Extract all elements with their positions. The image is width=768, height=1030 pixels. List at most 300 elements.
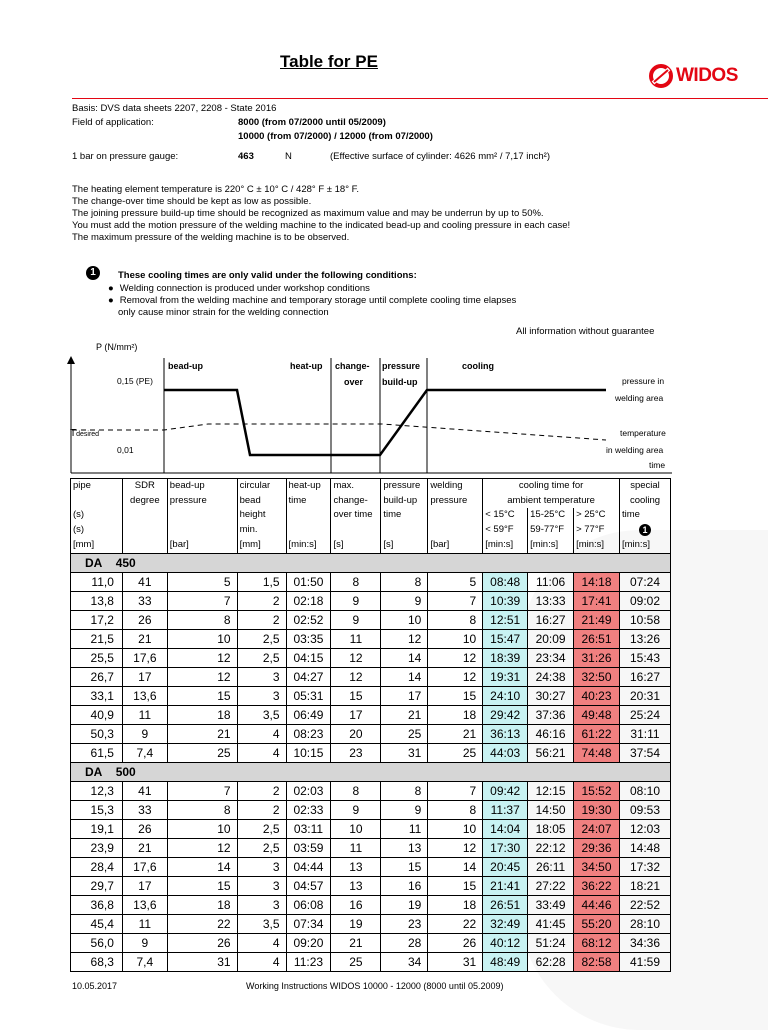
field-value-1: 8000 (from 07/2000 until 05/2009)	[238, 117, 386, 128]
table-cell: 29:42	[483, 705, 528, 724]
table-cell: 18	[167, 895, 237, 914]
table-cell: 11:06	[528, 572, 574, 591]
widos-logo	[648, 62, 738, 90]
table-cell: 27:22	[528, 876, 574, 895]
list-item	[108, 283, 516, 295]
header-cool-3: > 25°C	[574, 508, 620, 523]
table-cell: 26	[122, 819, 167, 838]
disclaimer: All information without guarantee	[516, 326, 655, 337]
table-cell: 3	[237, 876, 286, 895]
table-row	[71, 914, 671, 933]
table-cell: 03:35	[286, 629, 331, 648]
table-cell: 21	[331, 933, 381, 952]
table-cell: 8	[381, 572, 428, 591]
table-cell: 16	[331, 895, 381, 914]
table-cell: 15:43	[619, 648, 670, 667]
table-cell: 18:21	[619, 876, 670, 895]
notes-block	[72, 184, 570, 244]
time-label: time	[649, 460, 666, 470]
table-cell: 09:53	[619, 800, 670, 819]
table-cell: 13:33	[528, 591, 574, 610]
table-cell: 9	[122, 724, 167, 743]
table-cell: 14	[167, 857, 237, 876]
footer-date: 10.05.2017	[72, 981, 118, 991]
field-label: Field of application:	[72, 117, 154, 128]
table-cell: 20:45	[483, 857, 528, 876]
header-pipe: pipe	[71, 479, 123, 494]
table-cell: 13,6	[122, 895, 167, 914]
table-cell: 8	[331, 781, 381, 800]
table-cell: 40:12	[483, 933, 528, 952]
list-item-text: Removal from the welding machine and temporary storage until complete cooling time elapses	[119, 295, 517, 306]
phase-heatup: heat-up	[290, 361, 323, 371]
table-cell: 41:45	[528, 914, 574, 933]
table-cell: 45,4	[71, 914, 123, 933]
pressure-time-diagram	[60, 340, 680, 478]
table-cell: 17:32	[619, 857, 670, 876]
table-cell: 26,7	[71, 667, 123, 686]
table-cell: 07:24	[619, 572, 670, 591]
table-cell: 14:18	[574, 572, 620, 591]
group-row: DA 500	[71, 762, 671, 781]
table-cell: 13:26	[619, 629, 670, 648]
table-cell: 11	[331, 838, 381, 857]
table-row	[71, 895, 671, 914]
table-cell: 20:09	[528, 629, 574, 648]
y-axis-arrow-icon	[67, 356, 75, 364]
table-cell: 10	[331, 819, 381, 838]
table-row	[71, 933, 671, 952]
table-cell: 17	[122, 667, 167, 686]
table-cell: 9	[331, 800, 381, 819]
table-cell: 32:49	[483, 914, 528, 933]
note-line: The heating element temperature is 220° C ± 10° C / 428° F ± 18° F.	[72, 184, 360, 195]
table-cell: 3	[237, 667, 286, 686]
table-cell: 13,8	[71, 591, 123, 610]
table-cell: 14:50	[528, 800, 574, 819]
table-cell: 31:11	[619, 724, 670, 743]
header-special: special	[619, 479, 670, 494]
table-cell: 68:12	[574, 933, 620, 952]
table-cell: 3	[237, 686, 286, 705]
table-cell: 9	[331, 591, 381, 610]
table-cell: 16:27	[528, 610, 574, 629]
min-pressure-label: 0,01	[117, 445, 134, 455]
table-cell: 26:51	[483, 895, 528, 914]
table-cell: 02:03	[286, 781, 331, 800]
table-cell: 28,4	[71, 857, 123, 876]
table-cell: 10	[428, 819, 483, 838]
table-cell: 82:58	[574, 952, 620, 971]
table-cell: 33	[122, 591, 167, 610]
pressure-in-label: pressure in	[622, 376, 665, 386]
table-cell: 15	[428, 686, 483, 705]
table-cell: 2	[237, 781, 286, 800]
table-cell: 31	[381, 743, 428, 762]
table-cell: 11:37	[483, 800, 528, 819]
table-cell: 8	[428, 610, 483, 629]
table-row	[71, 743, 671, 762]
table-cell: 06:08	[286, 895, 331, 914]
table-cell: 12:03	[619, 819, 670, 838]
table-cell: 18	[167, 705, 237, 724]
phase-changeover-2: over	[344, 377, 364, 387]
table-cell: 10:58	[619, 610, 670, 629]
table-cell: 15:52	[574, 781, 620, 800]
table-cell: 2,5	[237, 838, 286, 857]
table-cell: 7	[428, 781, 483, 800]
table-cell: 17	[381, 686, 428, 705]
in-welding-area-label: in welding area	[606, 445, 664, 455]
table-header: pipe SDR bead-up circular heat-up max. pressure welding cooling time for special degree pressure bead time change- build-up pressure ambient temperature cooling (s) height over time time < 15°C 15-25°C > 25°C time (s) min. < 59°F 59-77°F > 77°F 1 [mm] [bar] [mm] [min:s] [s] [s] [bar] [min:s] [min:s] [min:s] [min:s]	[71, 479, 671, 554]
table-cell: 31	[167, 952, 237, 971]
table-row	[71, 629, 671, 648]
table-cell: 37:54	[619, 743, 670, 762]
table-cell: 19,1	[71, 819, 123, 838]
phase-changeover-1: change-	[335, 361, 370, 371]
table-cell: 10	[428, 629, 483, 648]
table-cell: 9	[381, 800, 428, 819]
table-row	[71, 591, 671, 610]
header-cool-1: < 15°C	[483, 508, 528, 523]
table-cell: 68,3	[71, 952, 123, 971]
table-cell: 11	[331, 629, 381, 648]
table-cell: 24:10	[483, 686, 528, 705]
table-cell: 14:48	[619, 838, 670, 857]
table-cell: 25	[167, 743, 237, 762]
pe-pressure-label: 0,15 (PE)	[117, 376, 153, 386]
note-line: The joining pressure build-up time should be recognized as maximum value and may be underrun by up to 50%.	[72, 208, 544, 219]
conditions-title: These cooling times are only valid under the following conditions:	[118, 270, 417, 281]
table-cell: 50,3	[71, 724, 123, 743]
header-weld: welding	[428, 479, 483, 494]
table-cell: 28:10	[619, 914, 670, 933]
table-cell: 02:18	[286, 591, 331, 610]
table-cell: 3	[237, 857, 286, 876]
table-cell: 26	[167, 933, 237, 952]
table-cell: 05:31	[286, 686, 331, 705]
table-cell: 12:51	[483, 610, 528, 629]
table-cell: 1,5	[237, 572, 286, 591]
table-cell: 03:59	[286, 838, 331, 857]
table-cell: 04:57	[286, 876, 331, 895]
table-cell: 9	[331, 610, 381, 629]
table-cell: 8	[428, 800, 483, 819]
table-cell: 26:11	[528, 857, 574, 876]
table-cell: 11	[122, 914, 167, 933]
table-cell: 12	[331, 648, 381, 667]
table-cell: 15	[167, 876, 237, 895]
table-cell: 23,9	[71, 838, 123, 857]
table-cell: 10	[381, 610, 428, 629]
phase-pressure-1: pressure	[382, 361, 421, 371]
table-cell: 4	[237, 933, 286, 952]
table-cell: 74:48	[574, 743, 620, 762]
table-cell: 4	[237, 724, 286, 743]
table-cell: 17,6	[122, 648, 167, 667]
header-cooling-title: cooling time for	[483, 479, 620, 494]
conditions-list	[108, 283, 516, 319]
table-cell: 10	[167, 819, 237, 838]
bar-label: 1 bar on pressure gauge:	[72, 151, 179, 162]
table-cell: 16:27	[619, 667, 670, 686]
table-cell: 14	[381, 648, 428, 667]
table-cell: 56:21	[528, 743, 574, 762]
table-cell: 07:34	[286, 914, 331, 933]
field-value-2: 10000 (from 07/2000) / 12000 (from 07/2000)	[238, 131, 433, 142]
table-cell: 34:50	[574, 857, 620, 876]
table-cell: 7	[167, 781, 237, 800]
header-beadup: bead-up	[167, 479, 237, 494]
table-cell: 15	[167, 686, 237, 705]
table-cell: 16	[381, 876, 428, 895]
group-row: DA 450	[71, 553, 671, 572]
table-cell: 34	[381, 952, 428, 971]
table-cell: 23	[381, 914, 428, 933]
table-row	[71, 819, 671, 838]
table-cell: 25,5	[71, 648, 123, 667]
table-cell: 40:23	[574, 686, 620, 705]
table-cell: 17	[331, 705, 381, 724]
table-cell: 2,5	[237, 648, 286, 667]
table-cell: 12,3	[71, 781, 123, 800]
table-row	[71, 857, 671, 876]
note-line: The maximum pressure of the welding machine is to be observed.	[72, 232, 350, 243]
table-cell: 56,0	[71, 933, 123, 952]
table-cell: 14:04	[483, 819, 528, 838]
table-cell: 9	[381, 591, 428, 610]
table-cell: 06:49	[286, 705, 331, 724]
header-divider	[72, 98, 768, 99]
table-cell: 26	[428, 933, 483, 952]
table-cell: 7,4	[122, 952, 167, 971]
table-cell: 21,5	[71, 629, 123, 648]
table-cell: 2	[237, 800, 286, 819]
table-cell: 18:05	[528, 819, 574, 838]
table-row	[71, 781, 671, 800]
table-cell: 2,5	[237, 819, 286, 838]
table-cell: 33	[122, 800, 167, 819]
table-cell: 34:36	[619, 933, 670, 952]
table-cell: 8	[381, 781, 428, 800]
table-cell: 09:20	[286, 933, 331, 952]
table-cell: 13	[331, 857, 381, 876]
phase-cooling: cooling	[462, 361, 494, 371]
table-cell: 7	[167, 591, 237, 610]
table-cell: 21	[167, 724, 237, 743]
condition-number-icon: 1	[86, 266, 100, 280]
table-cell: 21	[381, 705, 428, 724]
table-cell: 33:49	[528, 895, 574, 914]
table-cell: 26	[122, 610, 167, 629]
basis-text: Basis: DVS data sheets 2207, 2208 - State 2016	[72, 103, 277, 114]
table-cell: 08:10	[619, 781, 670, 800]
bar-note: (Effective surface of cylinder: 4626 mm² / 7,17 inch²)	[330, 151, 550, 162]
table-cell: 08:48	[483, 572, 528, 591]
table-row	[71, 686, 671, 705]
table-cell: 12:15	[528, 781, 574, 800]
table-cell: 30:27	[528, 686, 574, 705]
table-row	[71, 667, 671, 686]
table-row	[71, 838, 671, 857]
table-cell: 25	[381, 724, 428, 743]
table-cell: 23	[331, 743, 381, 762]
table-cell: 2	[237, 591, 286, 610]
table-cell: 29,7	[71, 876, 123, 895]
table-cell: 04:27	[286, 667, 331, 686]
table-cell: 36,8	[71, 895, 123, 914]
note-line: The change-over time should be kept as low as possible.	[72, 196, 312, 207]
table-cell: 12	[381, 629, 428, 648]
table-cell: 18	[428, 895, 483, 914]
table-cell: 10:39	[483, 591, 528, 610]
table-cell: 22:12	[528, 838, 574, 857]
table-cell: 22:52	[619, 895, 670, 914]
table-row	[71, 952, 671, 971]
phase-pressure-2: build-up	[382, 377, 418, 387]
table-cell: 19	[331, 914, 381, 933]
table-cell: 4	[237, 952, 286, 971]
bullet-icon: ●	[108, 283, 114, 294]
table-cell: 03:11	[286, 819, 331, 838]
table-cell: 11,0	[71, 572, 123, 591]
table-cell: 15,3	[71, 800, 123, 819]
table-cell: 20:31	[619, 686, 670, 705]
table-cell: 22	[167, 914, 237, 933]
table-cell: 15	[381, 857, 428, 876]
table-cell: 14	[381, 667, 428, 686]
header-heatup: heat-up	[286, 479, 331, 494]
table-cell: 01:50	[286, 572, 331, 591]
table-row	[71, 648, 671, 667]
welding-area-label: welding area	[615, 393, 664, 403]
table-cell: 36:22	[574, 876, 620, 895]
table-row	[71, 800, 671, 819]
table-cell: 10	[167, 629, 237, 648]
table-cell: 61:22	[574, 724, 620, 743]
list-item-continuation: only cause minor strain for the welding connection	[118, 307, 329, 318]
table-cell: 2	[237, 610, 286, 629]
header-sdr: SDR	[122, 479, 167, 494]
bar-unit: N	[285, 151, 292, 162]
table-cell: 13,6	[122, 686, 167, 705]
table-cell: 3,5	[237, 705, 286, 724]
table-cell: 21:49	[574, 610, 620, 629]
table-cell: 19	[381, 895, 428, 914]
table-cell: 61,5	[71, 743, 123, 762]
table-cell: 02:33	[286, 800, 331, 819]
table-cell: 2,5	[237, 629, 286, 648]
note-line: You must add the motion pressure of the welding machine to the indicated bead-up and cooling pressure in each case!	[72, 220, 571, 231]
table-cell: 44:03	[483, 743, 528, 762]
table-cell: 10:15	[286, 743, 331, 762]
table-cell: 8	[331, 572, 381, 591]
table-cell: 7	[428, 591, 483, 610]
table-cell: 48:49	[483, 952, 528, 971]
table-cell: 46:16	[528, 724, 574, 743]
header-press: pressure	[381, 479, 428, 494]
table-cell: 21	[428, 724, 483, 743]
table-cell: 02:52	[286, 610, 331, 629]
table-cell: 15:47	[483, 629, 528, 648]
table-cell: 21	[122, 838, 167, 857]
table-cell: 7,4	[122, 743, 167, 762]
table-cell: 62:28	[528, 952, 574, 971]
bullet-icon: ●	[108, 295, 114, 306]
table-cell: 32:50	[574, 667, 620, 686]
table-cell: 37:36	[528, 705, 574, 724]
list-item-text: Welding connection is produced under workshop conditions	[119, 283, 370, 294]
table-cell: 24:07	[574, 819, 620, 838]
table-cell: 25	[428, 743, 483, 762]
table-cell: 12	[428, 667, 483, 686]
table-cell: 18:39	[483, 648, 528, 667]
table-cell: 8	[167, 800, 237, 819]
table-cell: 4	[237, 743, 286, 762]
table-cell: 12	[167, 667, 237, 686]
table-cell: 33,1	[71, 686, 123, 705]
table-cell: 18	[428, 705, 483, 724]
table-cell: 08:23	[286, 724, 331, 743]
table-cell: 51:24	[528, 933, 574, 952]
table-cell: 28	[381, 933, 428, 952]
table-cell: 41	[122, 781, 167, 800]
table-row	[71, 610, 671, 629]
table-row	[71, 876, 671, 895]
table-cell: 41:59	[619, 952, 670, 971]
widos-logo-icon	[648, 63, 674, 89]
table-cell: 29:36	[574, 838, 620, 857]
table-cell: 04:44	[286, 857, 331, 876]
header-max: max.	[331, 479, 381, 494]
page-title: Table for PE	[280, 52, 378, 71]
logo-text: WIDOS	[676, 65, 738, 86]
table-cell: 25:24	[619, 705, 670, 724]
table-cell: 17,2	[71, 610, 123, 629]
table-cell: 49:48	[574, 705, 620, 724]
table-cell: 17:41	[574, 591, 620, 610]
table-cell: 5	[428, 572, 483, 591]
table-cell: 55:20	[574, 914, 620, 933]
table-cell: 12	[428, 648, 483, 667]
table-cell: 17,6	[122, 857, 167, 876]
table-cell: 19:30	[574, 800, 620, 819]
table-row	[71, 572, 671, 591]
table-cell: 11:23	[286, 952, 331, 971]
table-cell: 31:26	[574, 648, 620, 667]
table-cell: 14	[428, 857, 483, 876]
table-cell: 22	[428, 914, 483, 933]
table-cell: 12	[428, 838, 483, 857]
table-cell: 5	[167, 572, 237, 591]
table-cell: 24:38	[528, 667, 574, 686]
table-cell: 09:02	[619, 591, 670, 610]
table-cell: 21	[122, 629, 167, 648]
list-item	[108, 295, 516, 307]
phase-beadup: bead-up	[168, 361, 203, 371]
table-cell: 15	[331, 686, 381, 705]
table-row	[71, 705, 671, 724]
table-cell: 15	[428, 876, 483, 895]
table-cell: 23:34	[528, 648, 574, 667]
table-cell: 40,9	[71, 705, 123, 724]
table-cell: 12	[167, 648, 237, 667]
table-cell: 12	[331, 667, 381, 686]
table-cell: 20	[331, 724, 381, 743]
pressure-curve	[164, 390, 606, 455]
table-row	[71, 724, 671, 743]
y-axis-label: P (N/mm²)	[96, 342, 138, 352]
